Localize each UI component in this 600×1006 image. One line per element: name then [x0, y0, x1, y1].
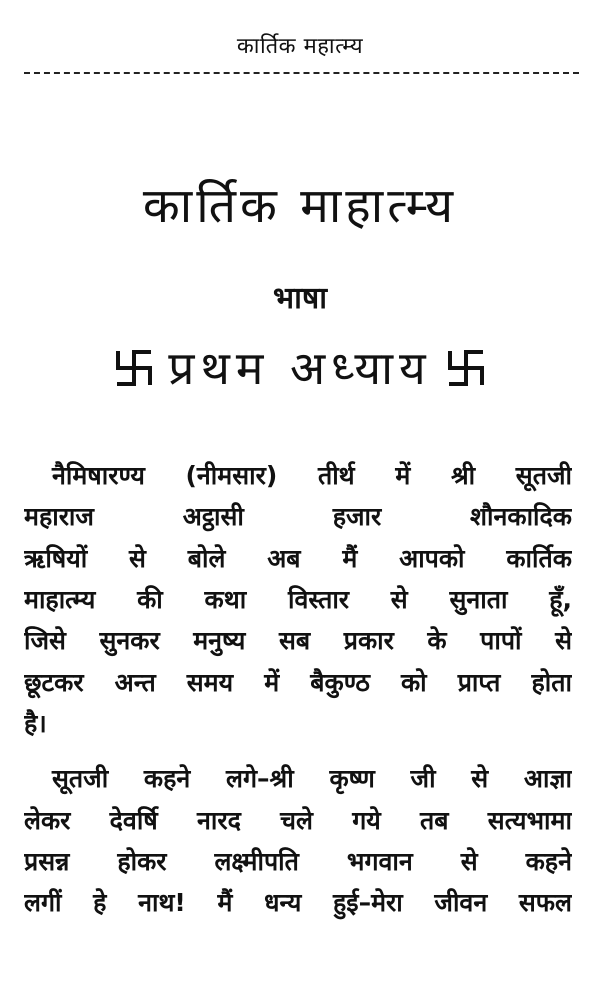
word: से — [471, 764, 489, 794]
text-line — [24, 758, 572, 799]
word: होता — [531, 667, 572, 697]
word: सुनाता — [449, 585, 508, 615]
word: लगे–श्री — [226, 764, 294, 794]
text-line — [24, 579, 572, 620]
word: आज्ञा — [523, 764, 572, 794]
word: सत्यभामा — [487, 805, 572, 835]
chapter-heading — [0, 338, 600, 398]
page-title: कार्तिक माहात्म्य — [142, 178, 458, 234]
word: हजार — [332, 502, 382, 532]
word: पापों — [480, 626, 522, 656]
word: भगवान — [346, 846, 413, 876]
text-line — [24, 661, 572, 702]
word: कार्तिक — [506, 543, 572, 573]
word: हुई–मेरा — [333, 888, 403, 918]
word: जी — [410, 764, 436, 794]
word: कहने — [525, 846, 572, 876]
word: देवर्षि — [109, 805, 158, 835]
word: सुनकर — [99, 626, 160, 656]
word: जीवन — [434, 888, 488, 918]
dashed-rule — [24, 72, 579, 74]
word: (नीमसार) — [185, 461, 278, 491]
word: महाराज — [24, 502, 94, 532]
word: शौनकादिक — [470, 502, 572, 532]
word: नारद — [197, 805, 241, 835]
word: आपको — [399, 543, 465, 573]
page-subtitle: भाषा — [273, 281, 327, 316]
word: प्राप्त — [457, 667, 501, 697]
word: मैं — [217, 888, 233, 918]
word: जिसे — [24, 626, 66, 656]
word: के — [427, 626, 447, 656]
word: समय — [186, 667, 234, 697]
word: माहात्म्य — [24, 585, 96, 615]
text-line — [24, 882, 572, 923]
word: तीर्थ — [317, 461, 355, 491]
word: अब — [267, 543, 301, 573]
body-text — [24, 455, 572, 923]
word: गये — [352, 805, 381, 835]
word: श्री — [450, 461, 476, 491]
word: चले — [280, 805, 313, 835]
text-line — [24, 496, 572, 537]
text-line — [24, 620, 572, 661]
word: से — [555, 626, 572, 656]
word: लेकर — [24, 805, 71, 835]
word: को — [400, 667, 427, 697]
swastika-icon — [114, 348, 154, 388]
word: बैकुण्ठ — [310, 667, 370, 697]
word: अन्त — [114, 667, 156, 697]
word: से — [390, 585, 408, 615]
paragraph-gap — [24, 744, 572, 758]
word: तब — [420, 805, 449, 835]
word: अट्ठासी — [182, 502, 244, 532]
word: मनुष्य — [193, 626, 246, 656]
word: हे — [93, 888, 107, 918]
text-line — [24, 799, 572, 840]
word: की — [137, 585, 163, 615]
text-line — [24, 455, 572, 496]
word: में — [264, 667, 280, 697]
word: छूटकर — [24, 667, 84, 697]
word: प्रसन्न — [24, 846, 70, 876]
word: सफल — [518, 888, 572, 918]
word: लक्ष्मीपति — [214, 846, 299, 876]
word: नैमिषारण्य — [52, 461, 145, 491]
running-head: कार्तिक महात्म्य — [236, 34, 364, 59]
word: से — [129, 543, 146, 573]
text-line — [24, 538, 572, 579]
text-line — [24, 841, 572, 882]
word: सूतजी — [52, 764, 109, 794]
word: लगीं — [24, 888, 62, 918]
word: होकर — [117, 846, 167, 876]
word: से — [460, 846, 478, 876]
word: कहने — [143, 764, 191, 794]
word: मैं — [342, 543, 358, 573]
word: ऋषियों — [24, 543, 88, 573]
word: कृष्ण — [329, 764, 375, 794]
word: सूतजी — [515, 461, 572, 491]
word: में — [395, 461, 411, 491]
text-line: है। — [24, 708, 47, 738]
word: प्रकार — [343, 626, 394, 656]
chapter-title: प्रथम अध्याय — [168, 340, 432, 395]
word: हूँ, — [549, 585, 572, 615]
word: कथा — [204, 585, 247, 615]
word: धन्य — [264, 888, 302, 918]
swastika-icon — [446, 348, 486, 388]
word: विस्तार — [287, 585, 350, 615]
word: सब — [278, 626, 311, 656]
word: बोले — [187, 543, 226, 573]
word: नाथ! — [138, 888, 186, 918]
